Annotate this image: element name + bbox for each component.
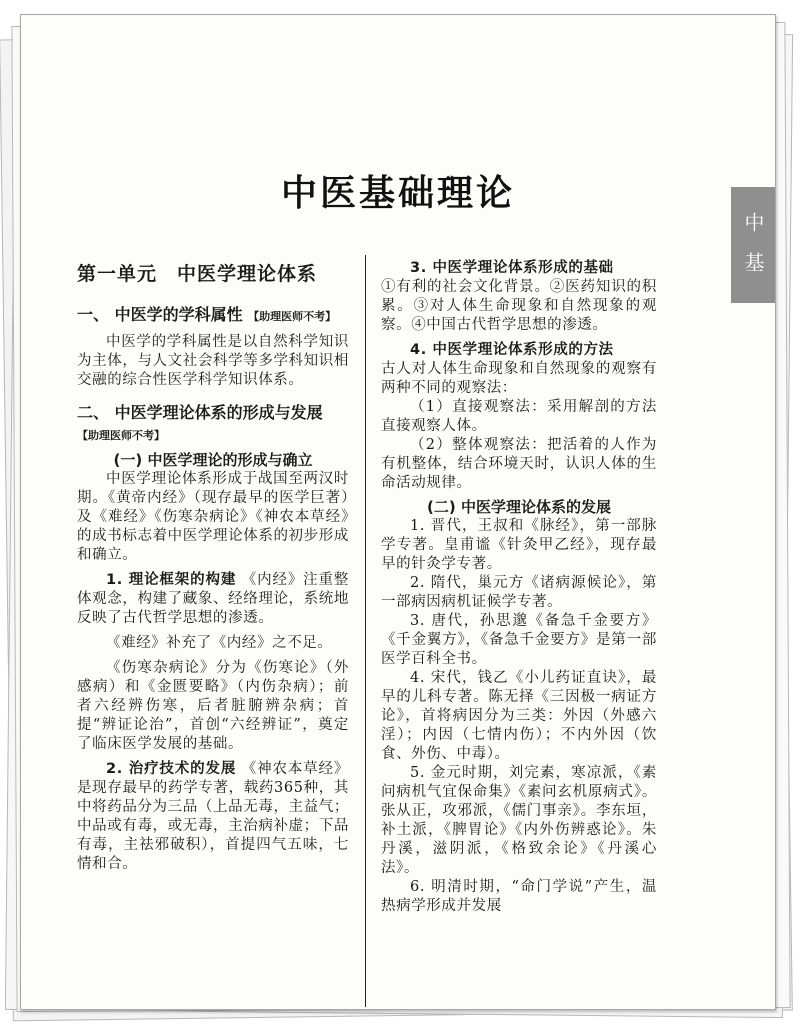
paragraph: [77, 760, 349, 874]
paragraph: 2. 隋代，巢元方《诸病源候论》，第一部病因病机证候学专著。: [381, 575, 657, 610]
subsection-heading: (一) 中医学理论的形成与确立: [113, 451, 313, 469]
section-heading-text: 二、 中医学理论体系的形成与发展: [77, 403, 323, 422]
item-body: 《内经》注重整体观念，构建了藏象、经络理论，系统地反映了古代哲学思想的渗透。: [77, 572, 350, 626]
paragraph: ①有利的社会文化背景。②医药知识的积累。③对人体生命现象和自然现象的观察。④中国古代哲学思想的渗透。: [381, 279, 657, 333]
paragraph: [381, 259, 657, 278]
paragraph: （2）整体观察法：把活着的人作为有机整体，结合环境天时，认识人体的生命活动规律。: [381, 437, 657, 491]
column-divider: [365, 255, 366, 1007]
item-lead: 1. 理论框架的构建: [106, 572, 237, 588]
paragraph: 3. 唐代，孙思邈《备急千金要方》《千金翼方》，《备急千金要方》是第一部医学百科全书。: [381, 613, 657, 667]
paragraph: 4. 宋代，钱乙《小儿药证直诀》，最早的儿科专著。陈无择《三因极一病证方论》，首将病因分为三类：外因（外感六淫）；内因（七情内伤）；不内外因（饮食、外伤、中毒）。: [381, 670, 657, 762]
item-body: 《神农本草经》是现存最早的药学专著，载药365种，其中将药品分为三品（上品无毒，主益气；中品或有毒，或无毒，主治病补虚；下品有毒，主祛邪破积），首提四气五味，七情和合。: [77, 761, 350, 872]
paragraph: 古人对人体生命现象和自然现象的观察有两种不同的观察法：: [381, 361, 657, 396]
section-note: 【助理医师不考】: [248, 310, 337, 323]
right-column: [381, 259, 657, 916]
paragraph: 5. 金元时期，刘完素，寒凉派，《素问病机气宜保命集》《素问玄机原病式》。张从正，攻邪派，《儒门事亲》。李东垣，补土派，《脾胃论》《内外伤辨惑论》。朱丹溪，滋阴派，《格致余论》《丹溪心法》。: [381, 765, 657, 876]
paragraph: 1. 晋代，王叔和《脉经》，第一部脉学专著。皇甫谧《针灸甲乙经》，现存最早的针灸学专著。: [381, 518, 657, 572]
chapter-side-tab: 中基: [731, 187, 775, 303]
section-heading: [77, 304, 349, 327]
unit-title: 第一单元 中医学理论体系: [77, 263, 318, 285]
paragraph: 6. 明清时期，“命门学说”产生，温热病学形成并发展: [381, 879, 657, 914]
section-heading-text: 一、 中医学的学科属性: [77, 305, 243, 324]
paragraph: 《难经》补充了《内经》之不足。: [106, 635, 333, 651]
item-lead: 2. 治疗技术的发展: [106, 761, 237, 777]
item-lead: 3. 中医学理论体系形成的基础: [410, 260, 614, 276]
item-lead: 4. 中医学理论体系形成的方法: [410, 342, 614, 358]
paragraph: [77, 571, 349, 628]
section-heading: [77, 402, 349, 446]
subsection-heading: (二) 中医学理论体系的发展: [427, 498, 611, 516]
page-title: 中医基础理论: [280, 173, 515, 214]
paragraph: [381, 341, 657, 360]
paragraph: 中医学的学科属性是以自然科学知识为主体，与人文社会科学等多学科知识相交融的综合性医学科学知识体系。: [77, 334, 349, 388]
paragraph: （1）直接观察法：采用解剖的方法直接观察人体。: [381, 399, 657, 434]
paragraph: 中医学理论体系形成于战国至两汉时期。《黄帝内经》（现存最早的医学巨著）及《难经》《伤寒杂病论》《神农本草经》的成书标志着中医学理论体系的初步形成和确立。: [77, 471, 349, 563]
left-column: [77, 259, 349, 874]
section-note: 【助理医师不考】: [77, 429, 165, 442]
document-page: [20, 14, 776, 1010]
paragraph: 《伤寒杂病论》分为《伤寒论》（外感病）和《金匮要略》（内伤杂病）；前者六经辨伤寒，后者脏腑辨杂病；首提“辨证论治”，首创“六经辨证”，奠定了临床医学发展的基础。: [77, 660, 349, 752]
